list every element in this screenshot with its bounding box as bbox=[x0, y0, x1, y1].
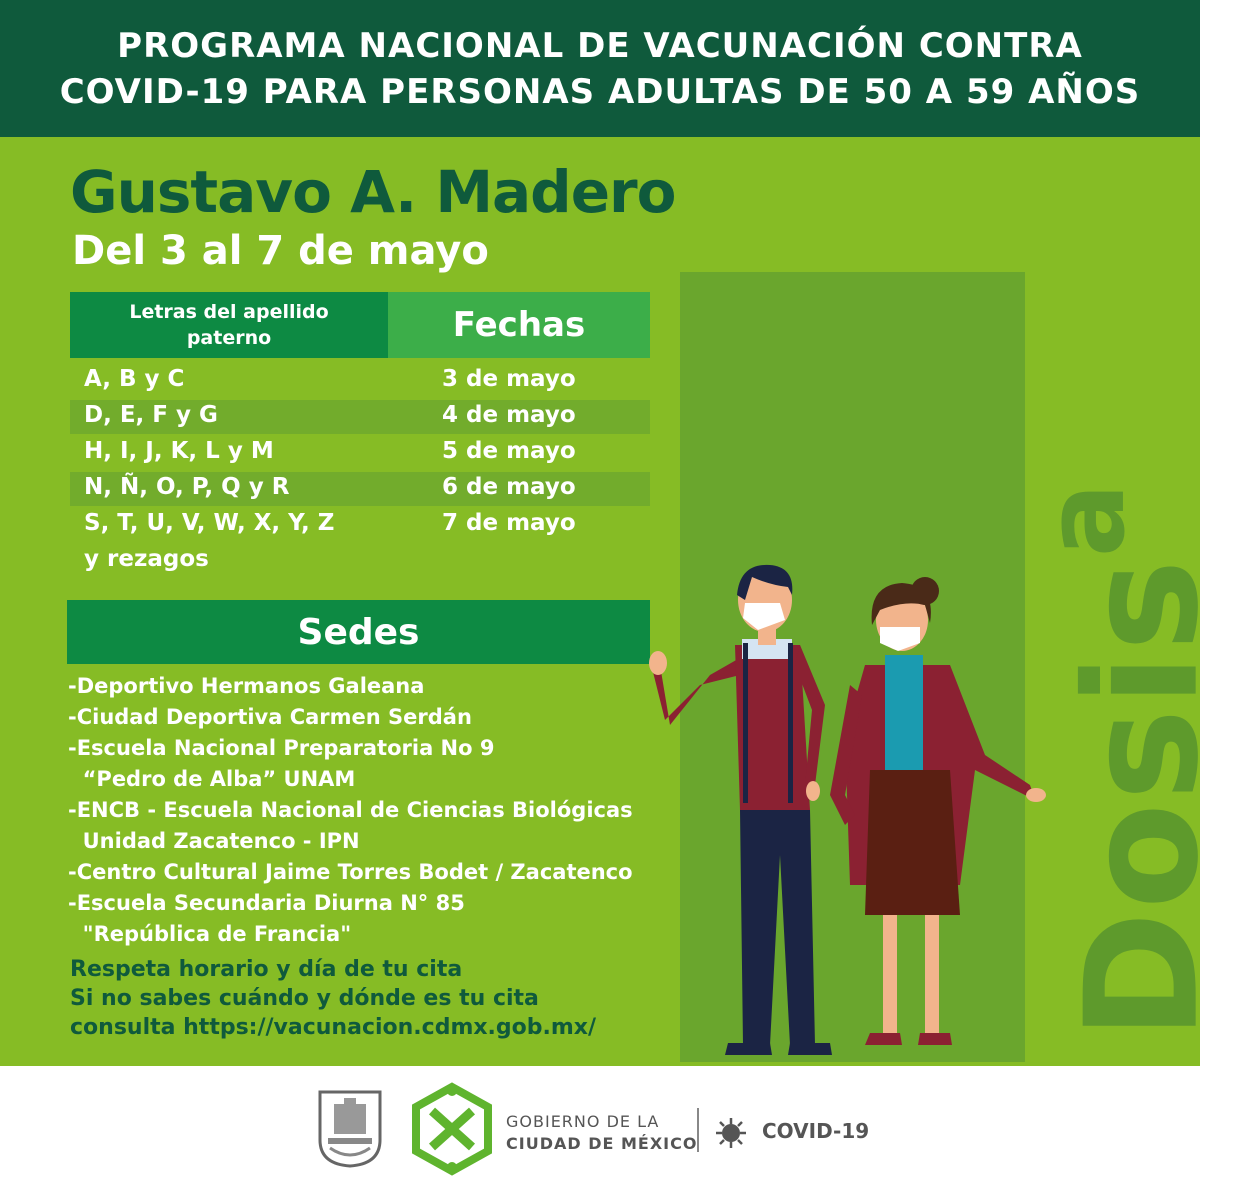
header-line-2: COVID-19 PARA PERSONAS ADULTAS DE 50 A 59 AÑOS bbox=[59, 71, 1141, 112]
man-figure bbox=[649, 565, 832, 1055]
row-date: 4 de mayo bbox=[442, 402, 576, 428]
row-letters: A, B y C bbox=[84, 366, 185, 392]
dose-sup: a bbox=[1021, 480, 1149, 558]
sede-item: -Escuela Secundaria Diurna N° 85 bbox=[68, 891, 465, 915]
header-line-1: PROGRAMA NACIONAL DE VACUNACIÓN CONTRA bbox=[117, 25, 1083, 66]
sede-item: -ENCB - Escuela Nacional de Ciencias Biológicas bbox=[68, 798, 633, 822]
row-date: 3 de mayo bbox=[442, 366, 576, 392]
virus-icon bbox=[714, 1116, 748, 1150]
covid-label: COVID-19 bbox=[762, 1119, 870, 1143]
row-letters: S, T, U, V, W, X, Y, Z bbox=[84, 510, 335, 536]
table-header-letters bbox=[70, 292, 388, 358]
table-row bbox=[70, 400, 650, 434]
table-header-dates: Fechas bbox=[388, 292, 650, 358]
row-date: 6 de mayo bbox=[442, 474, 576, 500]
table-row bbox=[70, 436, 650, 470]
table-header-letters-line2: paterno bbox=[186, 327, 272, 349]
sedes-header: Sedes bbox=[67, 600, 650, 664]
sede-item-continued: “Pedro de Alba” UNAM bbox=[68, 767, 356, 791]
table-row bbox=[70, 544, 650, 578]
government-label-line1: GOBIERNO DE LA bbox=[506, 1112, 660, 1131]
table-row bbox=[70, 364, 650, 398]
sede-item: -Deportivo Hermanos Galeana bbox=[68, 674, 425, 698]
sede-item: -Centro Cultural Jaime Torres Bodet / Zacatenco bbox=[68, 860, 633, 884]
table-row bbox=[70, 472, 650, 506]
dose-number-top bbox=[680, 272, 1025, 345]
woman-figure bbox=[830, 577, 1046, 1045]
table-header-letters-line1: Letras del apellido bbox=[129, 301, 329, 323]
government-label-line2: CIUDAD DE MÉXICO bbox=[506, 1134, 698, 1153]
table-row bbox=[70, 508, 650, 542]
sede-item: -Ciudad Deportiva Carmen Serdán bbox=[68, 705, 472, 729]
row-letters: D, E, F y G bbox=[84, 402, 218, 428]
row-letters: N, Ñ, O, P, Q y R bbox=[84, 474, 290, 500]
sede-item-continued: "República de Francia" bbox=[68, 922, 352, 946]
sede-item: -Escuela Nacional Preparatoria No 9 bbox=[68, 736, 495, 760]
sede-item-continued: Unidad Zacatenco - IPN bbox=[68, 829, 360, 853]
people-illustration bbox=[640, 555, 1070, 1075]
footer-divider bbox=[697, 1108, 699, 1152]
row-date: 7 de mayo bbox=[442, 510, 576, 536]
city-shield-icon bbox=[318, 1090, 382, 1168]
note-line: Respeta horario y día de tu cita bbox=[70, 957, 463, 982]
cdmx-logo-icon bbox=[412, 1083, 492, 1175]
row-letters-continued: y rezagos bbox=[84, 546, 209, 572]
dose-word: Dosis bbox=[1051, 557, 1233, 1040]
note-line: Si no sabes cuándo y dónde es tu cita bbox=[70, 986, 539, 1011]
row-date: 5 de mayo bbox=[442, 438, 576, 464]
note-line: consulta https://vacunacion.cdmx.gob.mx/ bbox=[70, 1015, 597, 1040]
date-range: Del 3 al 7 de mayo bbox=[72, 228, 489, 274]
row-letters: H, I, J, K, L y M bbox=[84, 438, 274, 464]
footer bbox=[0, 1066, 1200, 1200]
municipality-title: Gustavo A. Madero bbox=[70, 158, 676, 226]
